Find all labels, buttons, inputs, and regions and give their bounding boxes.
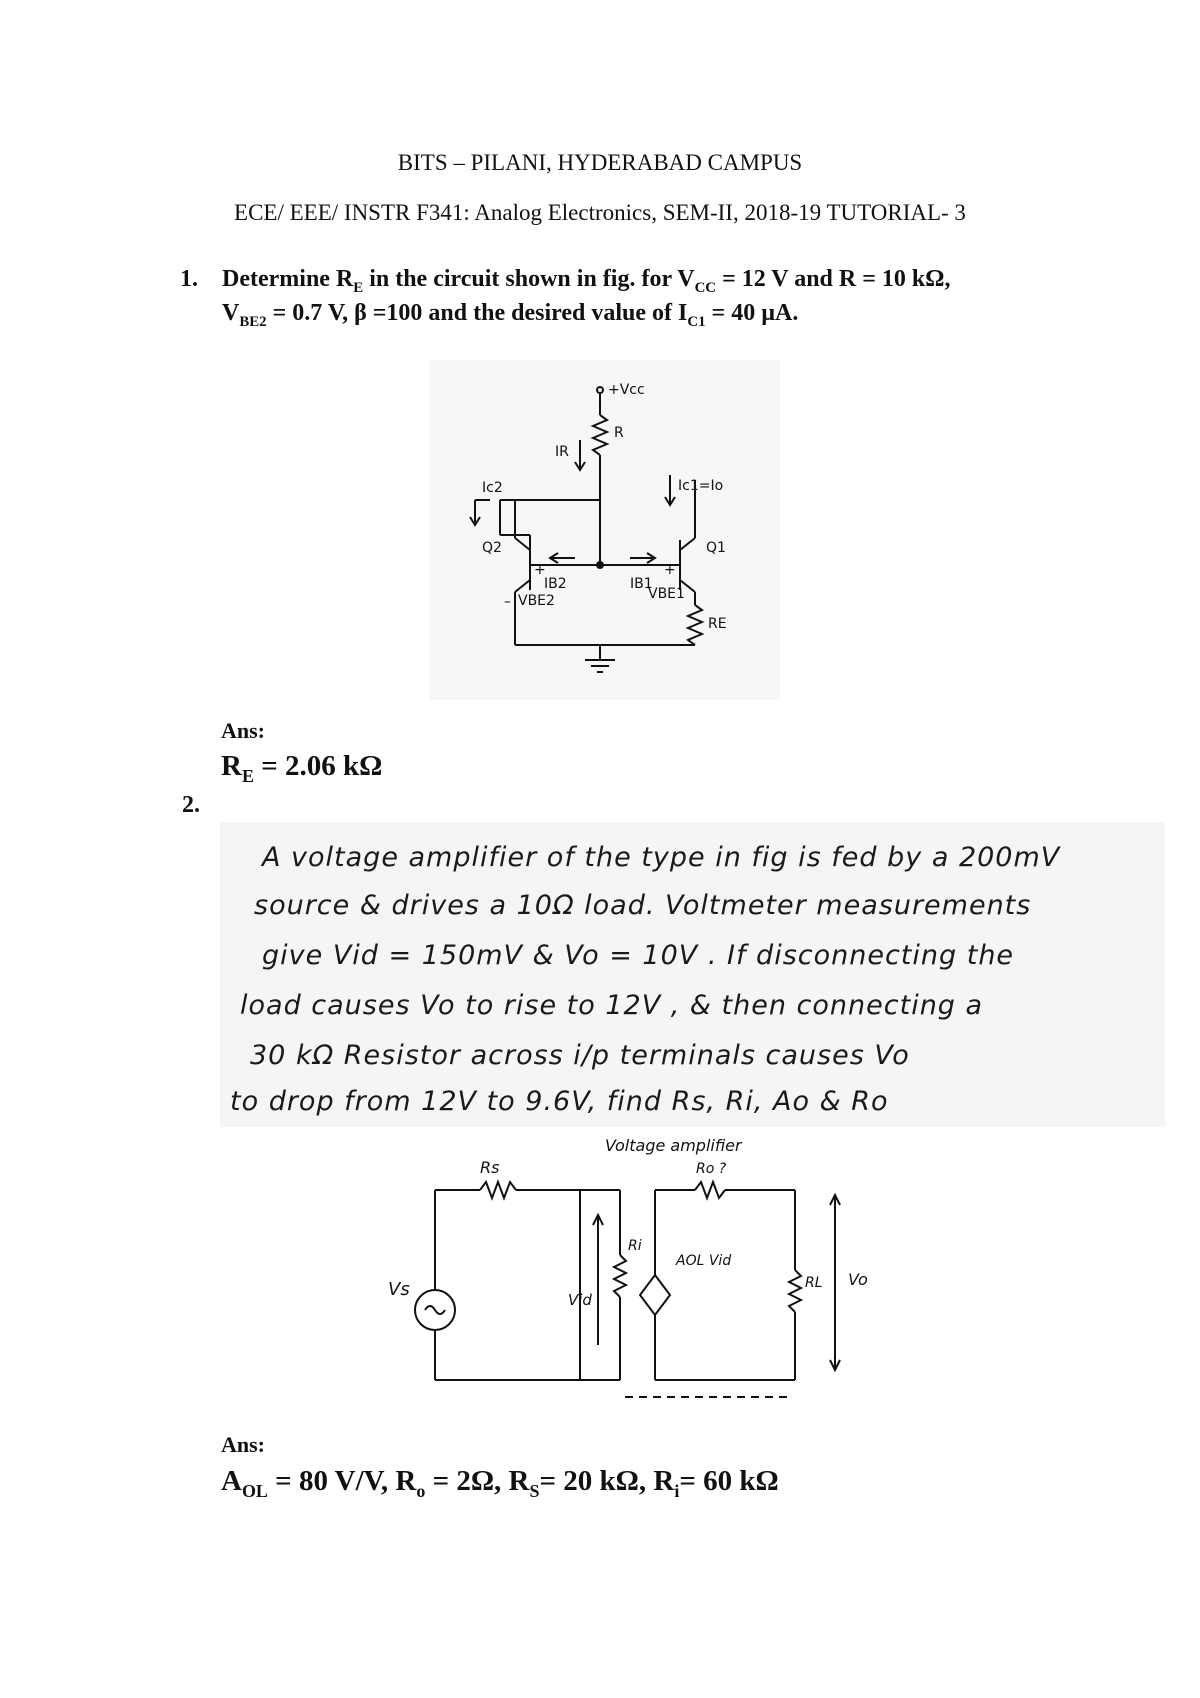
vbe1-label: VBE1 (648, 586, 685, 602)
vid-label: Vid (568, 1291, 592, 1309)
ir-label: IR (555, 444, 569, 460)
q1-line2: $V_{BE2} = 0.7$ V, β =100 and the desired value of $I_{C1} = 40$ µA. (222, 300, 799, 330)
vs-label: Vs (388, 1279, 410, 1300)
q2-number: 2. (182, 792, 200, 818)
ri-label: Ri (628, 1238, 642, 1254)
hw-line-2: source & drives a 10Ω load. Voltmeter measurements (254, 890, 1032, 921)
course-heading: ECE/ EEE/ INSTR F341: Analog Electronics, SEM-II, 2018-19 TUTORIAL- 3 (234, 200, 966, 225)
rl-label: RL (805, 1275, 823, 1291)
ib2-label: IB2 (544, 576, 567, 592)
q2-answer: $A_{OL} = 80$ V/V, $R_o = 2\Omega$, $R_S= 20$ kΩ, $R_i= 60$ kΩ (221, 1465, 779, 1501)
ro-label: Ro ? (696, 1161, 727, 1177)
q1-number: 1. (180, 266, 198, 292)
vbe1-plus: + (664, 562, 676, 578)
hw-line-1: A voltage amplifier of the type in fig is fed by a 200mV (262, 842, 1061, 873)
re-label: RE (708, 616, 727, 632)
current-mirror-circuit-figure (430, 360, 780, 700)
voltage-amplifier-title: Voltage amplifier (605, 1136, 742, 1155)
r-label: R (614, 425, 624, 441)
institution-heading: BITS – PILANI, HYDERABAD CAMPUS (397, 150, 803, 175)
q1-line1: Determine $R_E$ in the circuit shown in fig. for $V_{CC} = 12$ V and R = 10 kΩ, (222, 266, 951, 296)
vbe2-plus: + (534, 562, 546, 578)
q2-handwritten-statement (220, 822, 1165, 1127)
ic1-label: Ic1=Io (678, 478, 724, 494)
vbe2-minus: – (504, 594, 511, 610)
q2-answer-label: Ans: (221, 1432, 266, 1457)
hw-line-4: load causes Vo to rise to 12V , & then connecting a (240, 990, 984, 1021)
hw-line-5: 30 kΩ Resistor across i/p terminals causes Vo (250, 1040, 910, 1071)
q1-answer: $R_E = 2.06$ kΩ (221, 750, 383, 786)
hw-line-3: give Vid = 150mV & Vo = 10V . If disconnecting the (262, 940, 1015, 971)
hw-line-6: to drop from 12V to 9.6V, find Rs, Ri, Ao & Ro (230, 1086, 889, 1117)
vbe2-label: VBE2 (518, 593, 555, 609)
rs-label: Rs (480, 1158, 500, 1177)
q1-answer-label: Ans: (221, 718, 266, 743)
ic2-label: Ic2 (482, 480, 503, 496)
aol-label: AOL Vid (676, 1253, 732, 1269)
q1-label: Q1 (706, 540, 726, 556)
ib1-label: IB1 (630, 576, 653, 592)
q2-label: Q2 (482, 540, 502, 556)
voltage-amplifier-circuit-figure (380, 1135, 880, 1405)
vcc-label: +Vcc (608, 382, 645, 398)
vo-label: Vo (848, 1270, 868, 1289)
